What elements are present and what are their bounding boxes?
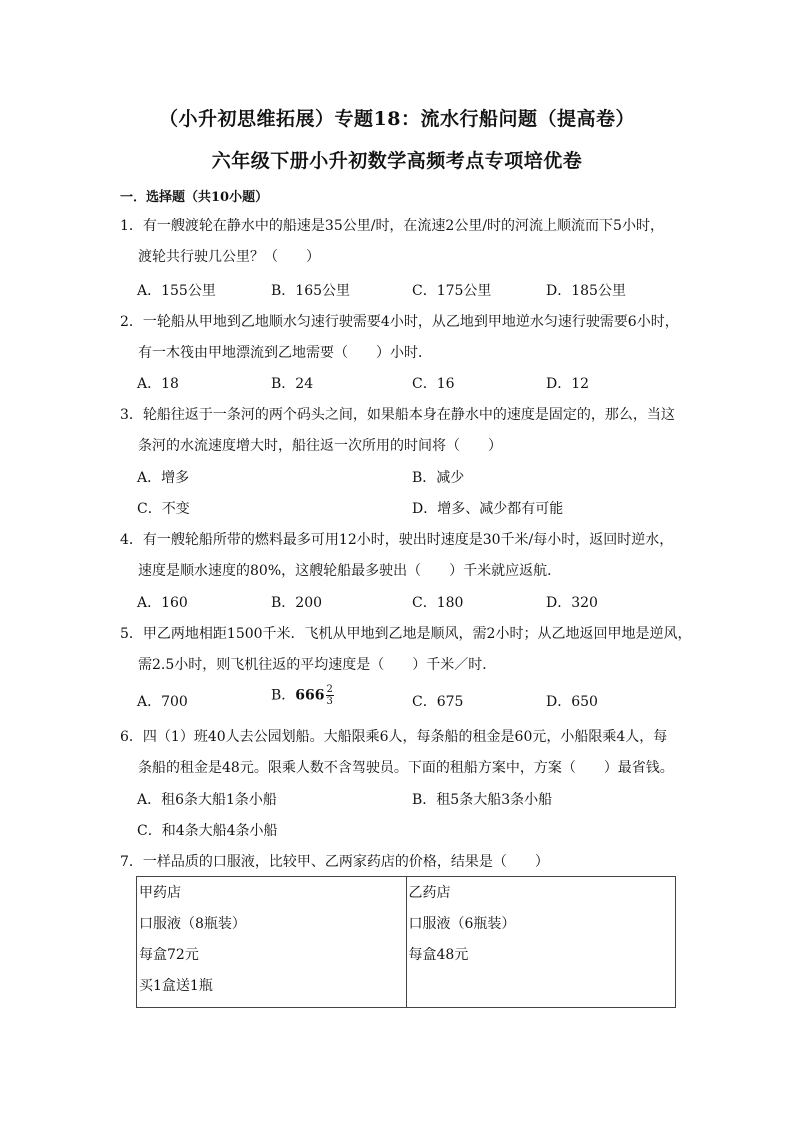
option-d: D．185公里 <box>546 283 626 299</box>
cell-text: 口服液（6瓶装） <box>408 916 516 932</box>
option-a: A．700 <box>137 694 188 710</box>
question-text: 需2.5小时，则飞机往返的平均速度是（ ）千米／时． <box>138 657 497 673</box>
option-d: D．650 <box>546 694 598 710</box>
table-cell-store-jia <box>137 877 407 1008</box>
option-a: A．155公里 <box>137 283 216 299</box>
option-b: B．减少 <box>412 470 465 486</box>
table-row <box>137 877 676 1008</box>
option-b: B．租5条大船3条小船 <box>412 792 553 808</box>
cell-text: 口服液（8瓶装） <box>139 916 246 932</box>
question-text: 渡轮共行驶几公里？（ ） <box>138 249 320 265</box>
section-heading: 一．选择题（共10小题） <box>120 190 269 205</box>
document-title: （小升初思维拓展）专题18：流水行船问题（提高卷） <box>159 108 635 130</box>
option-a: A．18 <box>137 376 179 392</box>
question-text: 5．甲乙两地相距1500千米．飞机从甲地到乙地是顺风，需2小时；从乙地返回甲地是逆风， <box>120 626 692 642</box>
fraction-denominator: 3 <box>326 696 333 707</box>
question-text: 1．有一艘渡轮在静水中的船速是35公里/时，在流速2公里/时的河流上顺流而下5小时， <box>120 218 664 234</box>
table-cell-store-yi <box>406 877 676 1008</box>
option-b: B．165公里 <box>271 283 351 299</box>
option-b: B．24 <box>271 376 314 392</box>
question-text: 7．一样品质的口服液，比较甲、乙两家药店的价格，结果是（ ） <box>120 854 549 870</box>
question-text: 4．有一艘轮船所带的燃料最多可用12小时，驶出时速度是30千米/每小时，返回时逆水， <box>120 532 674 548</box>
option-c: C．16 <box>412 376 455 392</box>
option-b-label: B． <box>271 687 296 704</box>
question-text: 速度是顺水速度的80%，这艘轮船最多驶出（ ）千米就应返航． <box>138 563 562 579</box>
option-c: C．175公里 <box>412 283 492 299</box>
question-text: 有一木筏由甲地漂流到乙地需要（ ）小时． <box>138 345 432 361</box>
option-a: A．增多 <box>137 470 190 486</box>
cell-text: 甲药店 <box>139 885 181 901</box>
cell-text: 每盒72元 <box>139 947 199 963</box>
option-d: D．增多、减少都有可能 <box>412 501 564 517</box>
mixed-number-whole: 666 <box>295 687 325 704</box>
cell-text: 每盒48元 <box>408 947 469 963</box>
cell-text: 乙药店 <box>408 885 451 901</box>
option-d: D．12 <box>546 376 590 392</box>
cell-text: 买1盒送1瓶 <box>139 978 213 994</box>
document-subtitle: 六年级下册小升初数学高频考点专项培优卷 <box>211 150 583 172</box>
option-a: A．租6条大船1条小船 <box>137 792 277 808</box>
option-d: D．320 <box>546 595 598 611</box>
question-text: 6．四（1）班40人去公园划船。大船限乘6人，每条船的租金是60元，小船限乘4人，每 <box>120 729 668 745</box>
option-b: B．200 <box>271 595 323 611</box>
option-a: A．160 <box>137 595 188 611</box>
fraction-numerator: 2 <box>326 684 333 695</box>
price-comparison-table <box>136 876 676 1008</box>
option-b <box>271 684 334 707</box>
option-c: C．和4条大船4条小船 <box>137 823 278 839</box>
question-text: 2．一轮船从甲地到乙地顺水匀速行驶需要4小时，从乙地到甲地逆水匀速行驶需要6小时， <box>120 314 679 330</box>
option-c: C．675 <box>412 694 464 710</box>
question-text: 3．轮船往返于一条河的两个码头之间，如果船本身在静水中的速度是固定的，那么，当这 <box>120 407 675 423</box>
question-text: 条河的水流速度增大时，船往返一次所用的时间将（ ） <box>138 438 502 454</box>
option-c: C．不变 <box>137 501 190 517</box>
option-c: C．180 <box>412 595 464 611</box>
question-text: 条船的租金是48元。限乘人数不含驾驶员。下面的租船方案中，方案（ ）最省钱。 <box>138 760 674 776</box>
fraction <box>326 684 334 707</box>
